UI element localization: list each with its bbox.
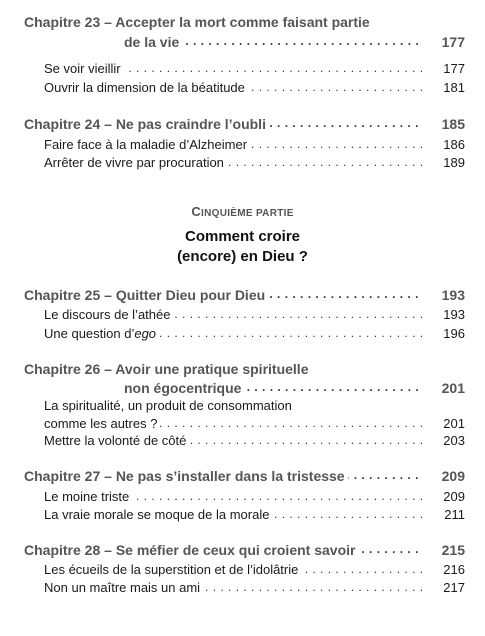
toc-chapter-28[interactable] <box>0 542 485 562</box>
toc-chapter-25[interactable] <box>0 287 485 307</box>
page-number: 185 <box>441 116 465 132</box>
page-number: 186 <box>443 137 465 152</box>
part-title-line2: (encore) en Dieu ? <box>177 248 308 265</box>
toc-section[interactable] <box>0 433 485 453</box>
page-number: 203 <box>443 433 465 448</box>
chapter-title: Chapitre 24 – Ne pas craindre l’oubli <box>24 116 269 132</box>
section-title: Le discours de l’athée <box>44 307 173 322</box>
chapter-title: Chapitre 25 – Quitter Dieu pour Dieu <box>24 287 268 303</box>
section-title: Faire face à la maladie d’Alzheimer <box>44 137 250 152</box>
page-number: 209 <box>441 468 465 484</box>
toc-chapter-26-line1[interactable] <box>0 361 485 381</box>
page-number: 201 <box>441 380 465 396</box>
page-number: 211 <box>444 507 465 522</box>
chapter-title: Chapitre 28 – Se méfier de ceux qui croient savoir <box>24 542 358 558</box>
section-title: Se voir vieillir <box>44 61 124 76</box>
toc-chapter-23-line1[interactable] <box>0 14 485 34</box>
toc-section[interactable] <box>0 307 485 327</box>
part-label <box>0 204 485 219</box>
toc-chapter-23[interactable] <box>0 34 485 54</box>
page-number: 181 <box>443 80 465 95</box>
section-title-cont: comme les autres ? <box>44 416 160 431</box>
page-number: 177 <box>443 61 465 76</box>
section-title: Le moine triste <box>44 489 132 504</box>
page-number: 189 <box>443 155 465 170</box>
chapter-title-cont: non égocentrique <box>124 380 244 396</box>
part-label-initial: C <box>191 204 202 219</box>
chapter-title: Chapitre 26 – Avoir une pratique spirituelle <box>24 361 311 377</box>
section-title <box>44 326 159 341</box>
section-title: La vraie morale se moque de la morale <box>44 507 272 522</box>
page-number: 196 <box>443 326 465 341</box>
toc-section[interactable] <box>0 580 485 600</box>
toc-section[interactable] <box>0 80 485 100</box>
section-title-text: Une question d’ <box>44 326 135 341</box>
section-title-italic: ego <box>134 326 157 341</box>
toc-section[interactable] <box>0 489 485 509</box>
chapter-title: Chapitre 27 – Ne pas s’installer dans la tristesse <box>24 468 348 484</box>
page-number: 217 <box>443 580 465 595</box>
page-number: 216 <box>443 562 465 577</box>
chapter-title-cont: de la vie <box>124 34 182 50</box>
section-title: Arrêter de vivre par procuration <box>44 155 227 170</box>
section-title: La spiritualité, un produit de consommation <box>44 398 295 413</box>
page-number: 209 <box>443 489 465 504</box>
toc-section[interactable] <box>0 61 485 81</box>
toc-section-line1[interactable] <box>0 398 485 418</box>
section-title: Mettre la volonté de côté <box>44 433 189 448</box>
part-label-rest: INQUIÈME PARTIE <box>201 208 294 219</box>
page-number: 193 <box>441 287 465 303</box>
page-number: 215 <box>441 542 465 558</box>
toc-section[interactable] <box>0 155 485 175</box>
toc-section[interactable] <box>0 562 485 582</box>
page-number: 193 <box>443 307 465 322</box>
toc-chapter-26[interactable] <box>0 380 485 400</box>
section-title: Non un maître mais un ami <box>44 580 203 595</box>
toc-chapter-27[interactable] <box>0 468 485 488</box>
section-title: Les écueils de la superstition et de l’idolâtrie <box>44 562 301 577</box>
toc-chapter-24[interactable] <box>0 116 485 136</box>
toc-section[interactable] <box>0 326 485 346</box>
toc-section[interactable] <box>0 137 485 157</box>
part-title-line1: Comment croire <box>184 228 301 245</box>
chapter-title: Chapitre 23 – Accepter la mort comme faisant partie <box>24 14 373 30</box>
toc-section[interactable] <box>0 507 485 527</box>
section-title: Ouvrir la dimension de la béatitude <box>44 80 248 95</box>
page-number: 177 <box>441 34 465 50</box>
page-number: 201 <box>443 416 465 431</box>
